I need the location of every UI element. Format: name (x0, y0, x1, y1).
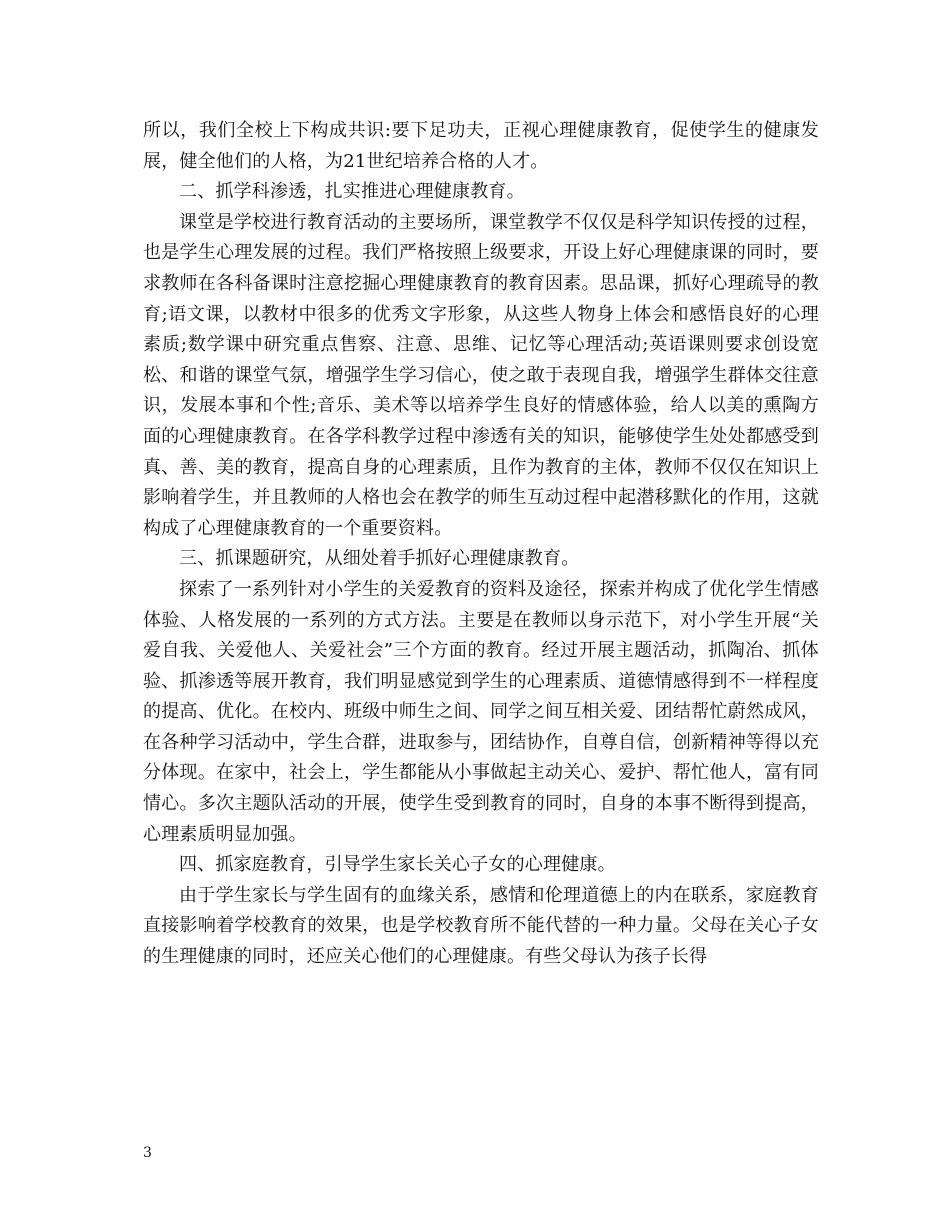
paragraph-research-project: 探索了一系列针对小学生的关爱教育的资料及途径，探索并构成了优化学生情感体验、人格发展的一系列的方式方法。主要是在教师以身示范下，对小学生开展“关爱自我、关爱他人、关爱社会”三个方面的教育。经过开展主题活动，抓陶冶、抓体验、抓渗透等展开教育，我们明显感觉到学生的心理素质、道德情感得到不一样程度的提高、优化。在校内、班级中师生之间、同学之间互相关爱、团结帮忙蔚然成风，在各种学习活动中，学生合群，进取参与，团结协作，自尊自信，创新精神等得以充分体现。在家中，社会上，学生都能从小事做起主动关心、爱护、帮忙他人，富有同情心。多次主题队活动的开展，使学生受到教育的同时，自身的本事不断得到提高，心理素质明显加强。 (143, 578, 819, 845)
paragraph-intro-conclusion: 所以，我们全校上下构成共识:要下足功夫，正视心理健康教育，促使学生的健康发展，健全他们的人格，为21世纪培养合格的人才。 (143, 120, 819, 172)
page-number: 3 (143, 1145, 152, 1161)
document-body (143, 116, 819, 973)
section-heading-three: 三、抓课题研究，从细处着手抓好心理健康教育。 (179, 548, 580, 570)
paragraph-subject-penetration: 课堂是学校进行教育活动的主要场所，课堂教学不仅仅是科学知识传授的过程，也是学生心理发展的过程。我们严格按照上级要求，开设上好心理健康课的同时，要求教师在各科备课时注意挖掘心理健康教育的教育因素。思品课，抓好心理疏导的教育;语文课，以教材中很多的优秀文字形象，从这些人物身上体会和感悟良好的心理素质;数学课中研究重点售察、注意、思维、记忆等心理活动;英语课则要求创设宽松、和谐的课堂气氛，增强学生学习信心，使之敢于表现自我，增强学生群体交往意识，发展本事和个性;音乐、美术等以培养学生良好的情感体验，给人以美的熏陶方面的心理健康教育。在各学科教学过程中渗透有关的知识，能够使学生处处都感受到真、善、美的教育，提高自身的心理素质，且作为教育的主体，教师不仅仅在知识上影响着学生，并且教师的人格也会在教学的师生互动过程中起潜移默化的作用，这就构成了心理健康教育的一个重要资料。 (143, 211, 819, 539)
section-heading-four: 四、抓家庭教育，引导学生家长关心子女的心理健康。 (179, 854, 616, 876)
paragraph-family-education: 由于学生家长与学生固有的血缘关系，感情和伦理道德上的内在联系，家庭教育直接影响着学校教育的效果，也是学校教育所不能代替的一种力量。父母在关心子女的生理健康的同时，还应关心他们的心理健康。有些父母认为孩子长得 (143, 884, 819, 968)
section-heading-two: 二、抓学科渗透，扎实推进心理健康教育。 (179, 181, 525, 203)
